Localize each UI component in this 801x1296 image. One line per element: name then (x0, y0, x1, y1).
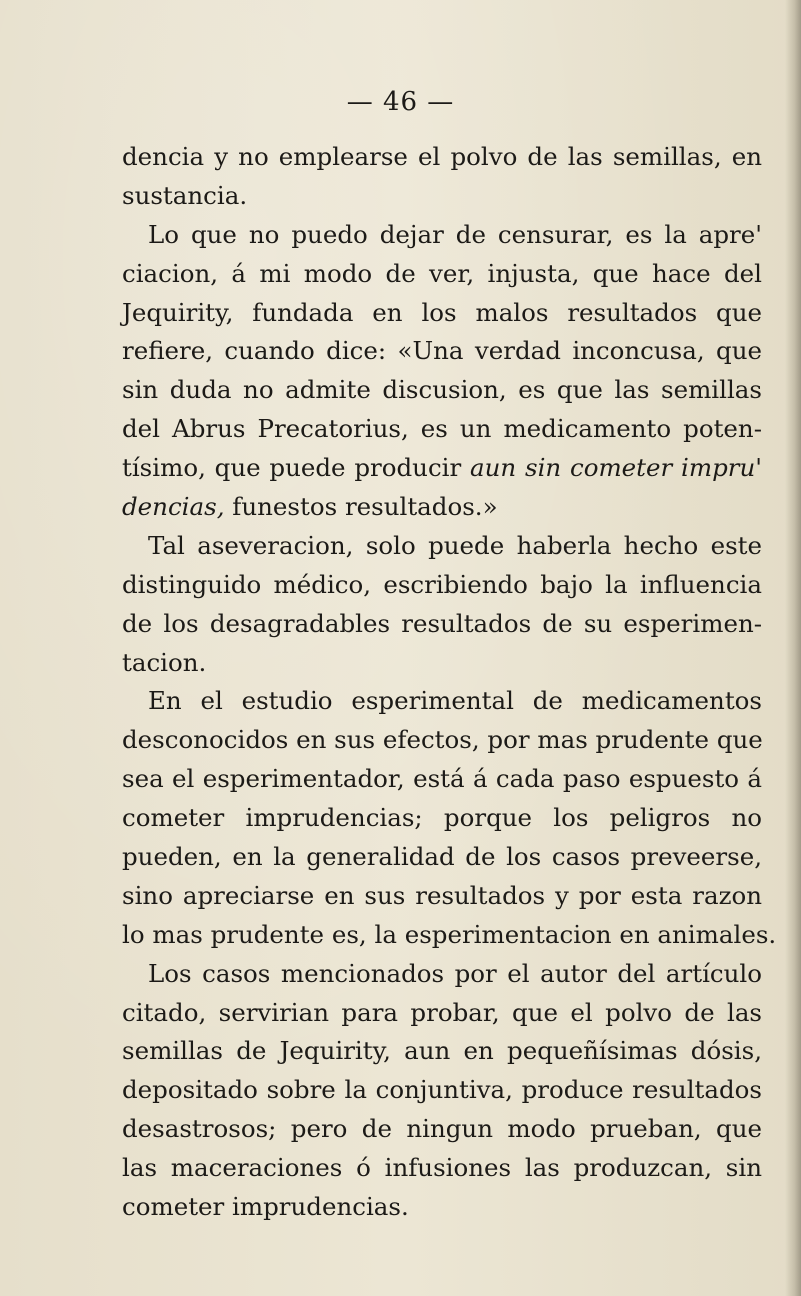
line-text: citado, servirian para probar, que el polvo de las (122, 997, 762, 1027)
line-text: desconocidos en sus efectos, por mas prudente que (122, 725, 763, 755)
text-line (122, 799, 762, 838)
line-text: distinguido médico, escribiendo bajo la influencia (122, 569, 762, 599)
line-text: desastrosos; pero de ningun modo prueban, que (122, 1114, 762, 1144)
text-line (122, 177, 762, 216)
text-line (122, 644, 762, 683)
line-text: funestos resultados.» (224, 492, 498, 522)
text-line (122, 1149, 762, 1188)
text-line (122, 255, 762, 294)
text-line (122, 1188, 762, 1227)
page-edge-shadow (785, 0, 801, 1296)
line-text: En el estudio esperimental de medicamentos (148, 686, 762, 716)
text-line (122, 488, 762, 527)
line-text: Los casos mencionados por el autor del artículo (148, 958, 762, 988)
text-line (122, 955, 762, 994)
text-line (122, 1032, 762, 1071)
line-text: de los desagradables resultados de su esperimen- (122, 608, 762, 638)
line-text: tísimo, que puede producir (122, 453, 471, 483)
line-text: refiere, cuando dice: «Una verdad inconcusa, que (122, 336, 762, 366)
line-text: cometer imprudencias; porque los peligros no (122, 803, 762, 833)
text-line (122, 721, 762, 760)
line-text: semillas de Jequirity, aun en pequeñísimas dósis, (122, 1036, 762, 1066)
text-line (122, 410, 762, 449)
line-text: Lo que no puedo dejar de censurar, es la apre' (148, 219, 762, 249)
text-line (122, 138, 762, 177)
line-text: dencia y no emplearse el polvo de las semillas, en (122, 142, 762, 171)
line-text: depositado sobre la conjuntiva, produce resultados (122, 1075, 762, 1105)
text-line (122, 682, 762, 721)
body-text (122, 138, 777, 1227)
text-line (122, 449, 762, 488)
text-line (122, 527, 762, 566)
line-text: Jequirity, fundada en los malos resultados que (122, 297, 762, 327)
italic-text: aun sin cometer impru' (470, 453, 763, 483)
line-text: cometer imprudencias. (122, 1192, 409, 1222)
line-text: sea el esperimentador, está á cada paso espuesto á (122, 764, 762, 794)
text-line (122, 566, 762, 605)
line-text: pueden, en la generalidad de los casos preveerse, (122, 842, 762, 872)
text-line (122, 1071, 762, 1110)
line-text: sustancia. (122, 180, 248, 210)
text-line (122, 371, 762, 410)
italic-text: dencias, (122, 492, 225, 522)
text-line (122, 1110, 762, 1149)
line-text: las maceraciones ó infusiones las produzcan, sin (122, 1153, 762, 1183)
text-line (122, 916, 777, 955)
text-line (122, 838, 762, 877)
text-line (122, 216, 762, 255)
page-number: — 46 — (346, 87, 455, 117)
line-text: sino apreciarse en sus resultados y por esta razon (122, 880, 762, 910)
line-text: ciacion, á mi modo de ver, injusta, que hace del (122, 258, 762, 288)
text-line (122, 605, 762, 644)
text-line (122, 332, 762, 371)
text-line (122, 760, 762, 799)
text-line (122, 877, 762, 916)
line-text: lo mas prudente es, la esperimentacion en animales. (122, 919, 777, 949)
text-line (122, 294, 762, 333)
line-text: sin duda no admite discusion, es que las semillas (122, 375, 762, 405)
line-text: tacion. (122, 647, 207, 677)
line-text: Tal aseveracion, solo puede haberla hecho este (148, 530, 762, 560)
text-line (122, 994, 762, 1033)
line-text: del Abrus Precatorius, es un medicamento poten- (122, 414, 762, 444)
